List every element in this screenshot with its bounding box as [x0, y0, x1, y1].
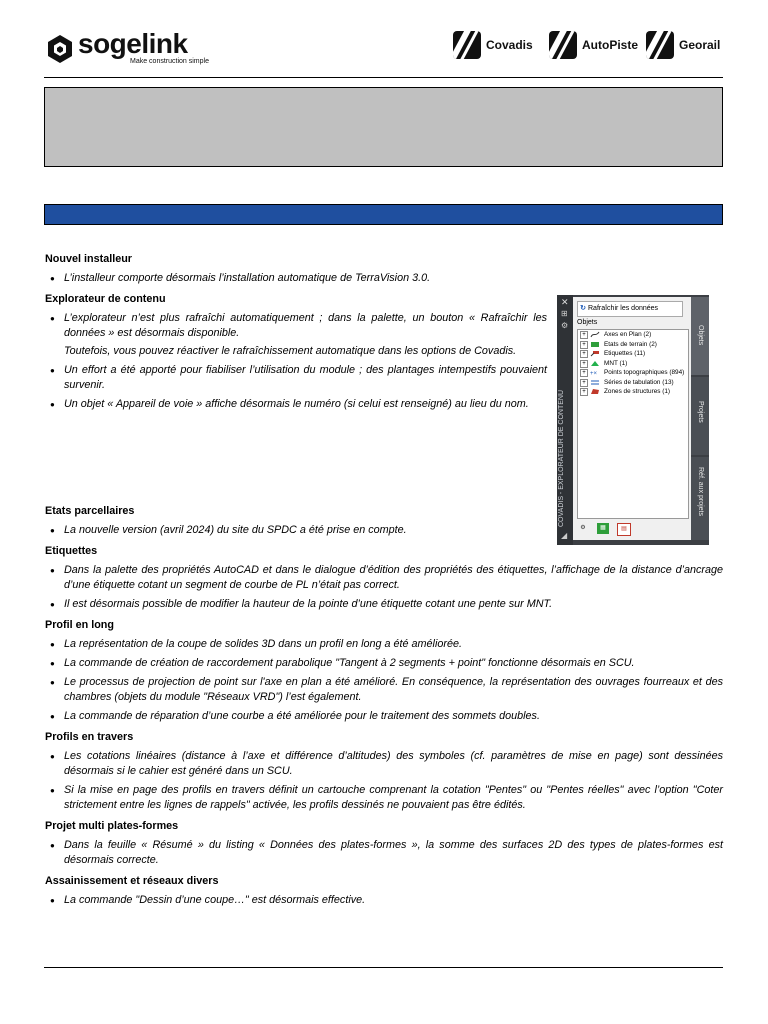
close-icon[interactable]: ✕	[561, 297, 569, 307]
release-notes	[45, 252, 723, 914]
svg-text:+×: +×	[590, 371, 598, 376]
sogelink-logo-icon	[46, 34, 74, 64]
labels-list	[45, 563, 723, 612]
expand-icon[interactable]: +	[580, 360, 588, 368]
spacer	[45, 418, 723, 504]
tab-label: Réf. aux projets	[697, 467, 704, 517]
list-item: ● La commande de réparation d’une courbe a été améliorée pour le traitement des sommets doubles.	[45, 709, 723, 724]
sanitation-list	[45, 893, 723, 908]
section-title: Explorateur de contenu	[45, 293, 166, 305]
expand-icon[interactable]: +	[580, 369, 588, 377]
section-title: Etats parcellaires	[45, 505, 135, 517]
tree-item-label: Etiquettes (11)	[604, 350, 646, 357]
list-item: ● La commande "Dessin d’une coupe…" est désormais effective.	[45, 893, 723, 908]
list-item: ● Dans la feuille « Résumé » du listing « Données des plates-formes », la somme des surfaces 2D des types de plates-formes est désormais correcte.	[45, 838, 723, 868]
expand-icon[interactable]: +	[580, 388, 588, 396]
logo-tagline: Make construction simple	[130, 58, 209, 65]
list-item: ● L’installeur comporte désormais l’installation automatique de TerraVision 3.0.	[45, 271, 723, 286]
palette-title: COVADIS - EXPLORATEUR DE CONTENU	[558, 389, 565, 527]
list-item: ● La commande de création de raccordement parabolique "Tangent à 2 segments + point" fonctionne désormais en SCU.	[45, 656, 723, 671]
section-title: Nouvel installeur	[45, 253, 132, 265]
filter-tool-icon[interactable]: ▦	[597, 523, 609, 534]
section-title: Assainissement et réseaux divers	[45, 875, 219, 887]
brand-label: AutoPiste	[582, 38, 639, 52]
brand-autopiste	[549, 30, 638, 60]
expand-icon[interactable]: +	[580, 341, 588, 349]
list-item: ● La représentation de la coupe de solides 3D dans un profil en long a été améliorée.	[45, 637, 723, 652]
list-item: ● Les cotations linéaires (distance à l’axe et différence d’altitudes) des symboles (cf. paramètres de mise en page) sont dessinées désormais si le cahier est généré dans un SCU.	[45, 749, 723, 779]
section-title: Profil en long	[45, 619, 114, 631]
list-item	[45, 311, 547, 359]
tree-item-label: MNT (1)	[604, 359, 628, 367]
header-divider	[44, 77, 723, 78]
tab-label: Projets	[697, 401, 704, 423]
list-item: ● Si la mise en page des profils en travers définit un cartouche comprenant la cotation "Pentes" ou "Pentes réelles" avec l’option "Coter strictement entre les lignes de rappels" activée, les profils dessinés ne pouvaient pas être édités.	[45, 783, 723, 813]
refresh-icon: ↻	[580, 305, 586, 312]
section-title: Profils en travers	[45, 731, 134, 743]
installer-list	[45, 271, 723, 286]
list-item: ● Un objet « Appareil de voie » affiche désormais le numéro (si celui est renseigné) au lieu du nom.	[45, 397, 547, 412]
tree-item-label: Etats de terrain (2)	[604, 340, 657, 348]
autopiste-logo-icon	[549, 31, 577, 59]
tree-item-label: Axes en Plan (2)	[604, 331, 652, 338]
section-title: Etiquettes	[45, 545, 98, 557]
tree-item-label: Séries de tabulation (13)	[604, 378, 674, 386]
pin-icon[interactable]: ⊞	[561, 309, 568, 318]
long-profile-list	[45, 637, 723, 724]
covadis-logo-icon	[453, 31, 481, 59]
refresh-button-label: Rafraîchir les données	[588, 305, 659, 312]
tab-label: Objets	[697, 325, 704, 346]
settings-tool-icon[interactable]: ⚙	[580, 525, 586, 531]
brand-georail	[646, 30, 720, 60]
cross-profile-list	[45, 749, 723, 813]
objects-label: Objets	[577, 319, 598, 326]
section-banner	[44, 204, 723, 225]
logo-name: sogelink	[78, 28, 188, 59]
list-item: ● Il est désormais possible de modifier la hauteur de la pointe d’une étiquette cotant une pente sur MNT.	[45, 597, 723, 612]
expand-icon[interactable]: +	[580, 350, 588, 358]
brand-label: Georail	[679, 38, 721, 52]
settings-icon[interactable]: ⚙	[561, 321, 569, 330]
expand-icon[interactable]: +	[580, 379, 588, 387]
list-item: ● Le processus de projection de point sur l'axe en plan a été amélioré. En conséquence, la représentation des ouvrages fourreaux et des chambres (objets du module "Réseaux VRD") l’est également.	[45, 675, 723, 705]
georail-logo-icon	[646, 31, 674, 59]
expand-icon[interactable]: +	[580, 331, 588, 339]
list-item: ● Un effort a été apporté pour fiabiliser l’utilisation du module ; des plantages intempestifs pouvaient survenir.	[45, 363, 547, 393]
resize-icon[interactable]: ◢	[561, 531, 568, 540]
tree-item-label: Points topographiques (894)	[604, 369, 685, 376]
multi-platform-list	[45, 838, 723, 868]
export-tool-icon[interactable]: ▤	[617, 523, 631, 536]
tree-item-label: Zones de structures (1)	[604, 388, 671, 395]
list-item-continuation: Toutefois, vous pouvez réactiver le rafraîchissement automatique dans les options de Covadis.	[64, 345, 517, 357]
brand-covadis	[453, 30, 533, 60]
brand-label: Covadis	[486, 38, 533, 52]
list-item: ● La nouvelle version (avril 2024) du site du SPDC a été prise en compte.	[45, 523, 723, 538]
section-title: Projet multi plates-formes	[45, 820, 179, 832]
footer-divider	[44, 967, 723, 968]
explorer-list	[45, 311, 547, 412]
list-item-text: L’explorateur n’est plus rafraîchi automatiquement ; dans la palette, un bouton « Rafraîchir les données » est désormais disponible.	[64, 312, 547, 339]
parcel-list	[45, 523, 723, 538]
list-item: ● Dans la palette des propriétés AutoCAD et dans le dialogue d’édition des propriétés des étiquettes, l’affichage de la distance d’ancrage d’une étiquette cotant un segment de courbe de PL n’était pas correct.	[45, 563, 723, 593]
title-box	[44, 87, 723, 167]
